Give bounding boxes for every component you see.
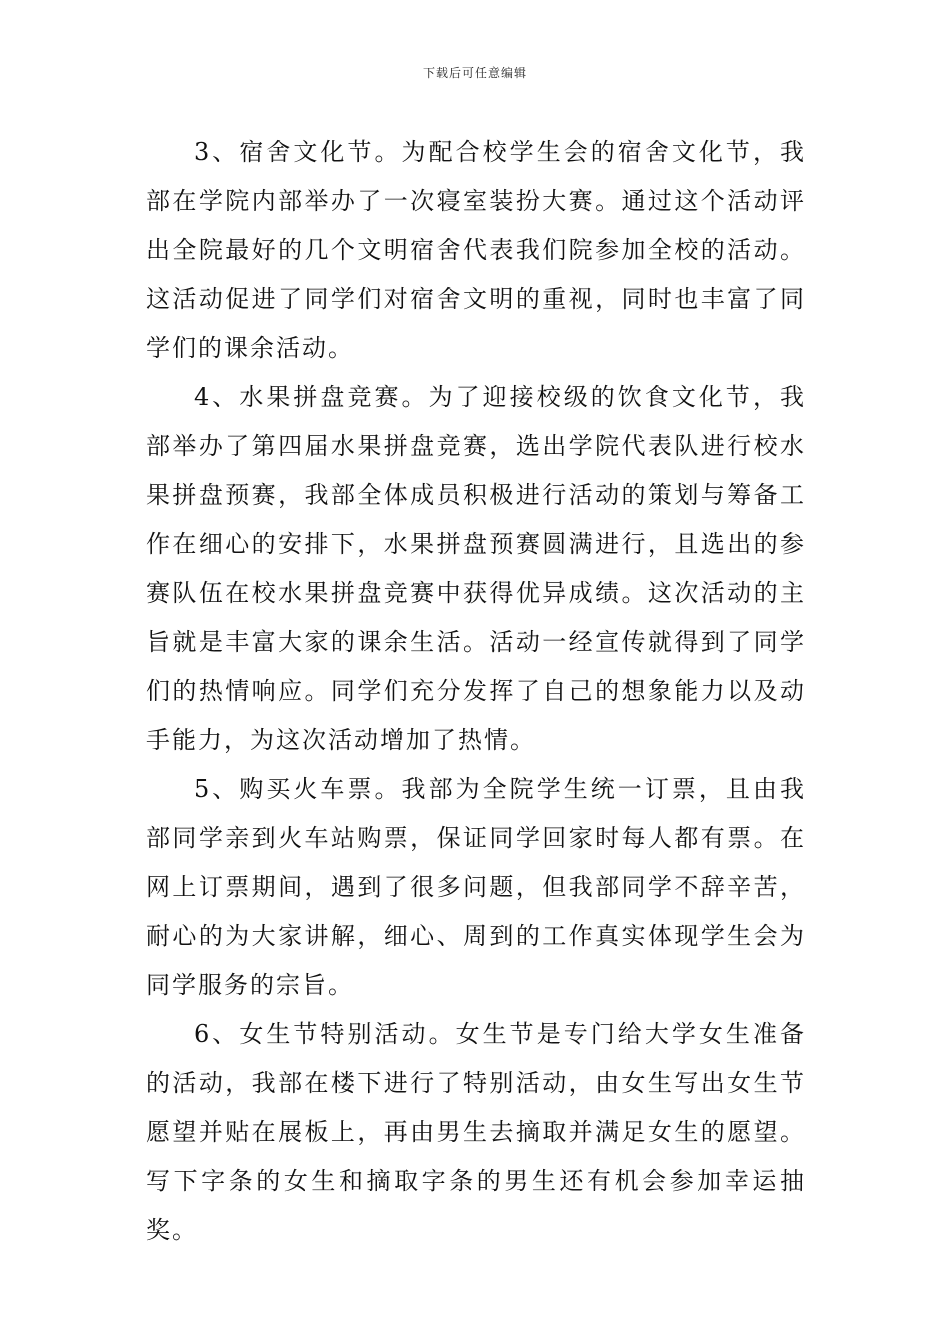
header-note: 下载后可任意编辑 <box>422 66 527 80</box>
paragraph-dormitory-festival: 3、宿舍文化节。为配合校学生会的宿舍文化节，我部在学院内部举办了一次寝室装扮大赛。通过这个活动评出全院最好的几个文明宿舍代表我们院参加全校的活动。这活动促进了同学们对宿舍文明的重视，同时也丰富了同学们的课余活动。 <box>146 138 806 362</box>
paragraph-train-tickets: 5、购买火车票。我部为全院学生统一订票，且由我部同学亲到火车站购票，保证同学回家时每人都有票。在网上订票期间，遇到了很多问题，但我部同学不辞辛苦，耐心的为大家讲解，细心、周到的工作真实体现学生会为同学服务的宗旨。 <box>146 775 806 999</box>
paragraph-girls-day-event: 6、女生节特别活动。女生节是专门给大学女生准备的活动，我部在楼下进行了特别活动，由女生写出女生节愿望并贴在展板上，再由男生去摘取并满足女生的愿望。写下字条的女生和摘取字条的男生还有机会参加幸运抽奖。 <box>146 1020 806 1244</box>
document-body <box>146 128 806 1255</box>
paragraph-fruit-platter-contest: 4、水果拼盘竞赛。为了迎接校级的饮食文化节，我部举办了第四届水果拼盘竞赛，选出学院代表队进行校水果拼盘预赛，我部全体成员积极进行活动的策划与筹备工作在细心的安排下，水果拼盘预赛圆满进行，且选出的参赛队伍在校水果拼盘竞赛中获得优异成绩。这次活动的主旨就是丰富大家的课余生活。活动一经宣传就得到了同学们的热情响应。同学们充分发挥了自己的想象能力以及动手能力，为这次活动增加了热情。 <box>146 383 806 754</box>
